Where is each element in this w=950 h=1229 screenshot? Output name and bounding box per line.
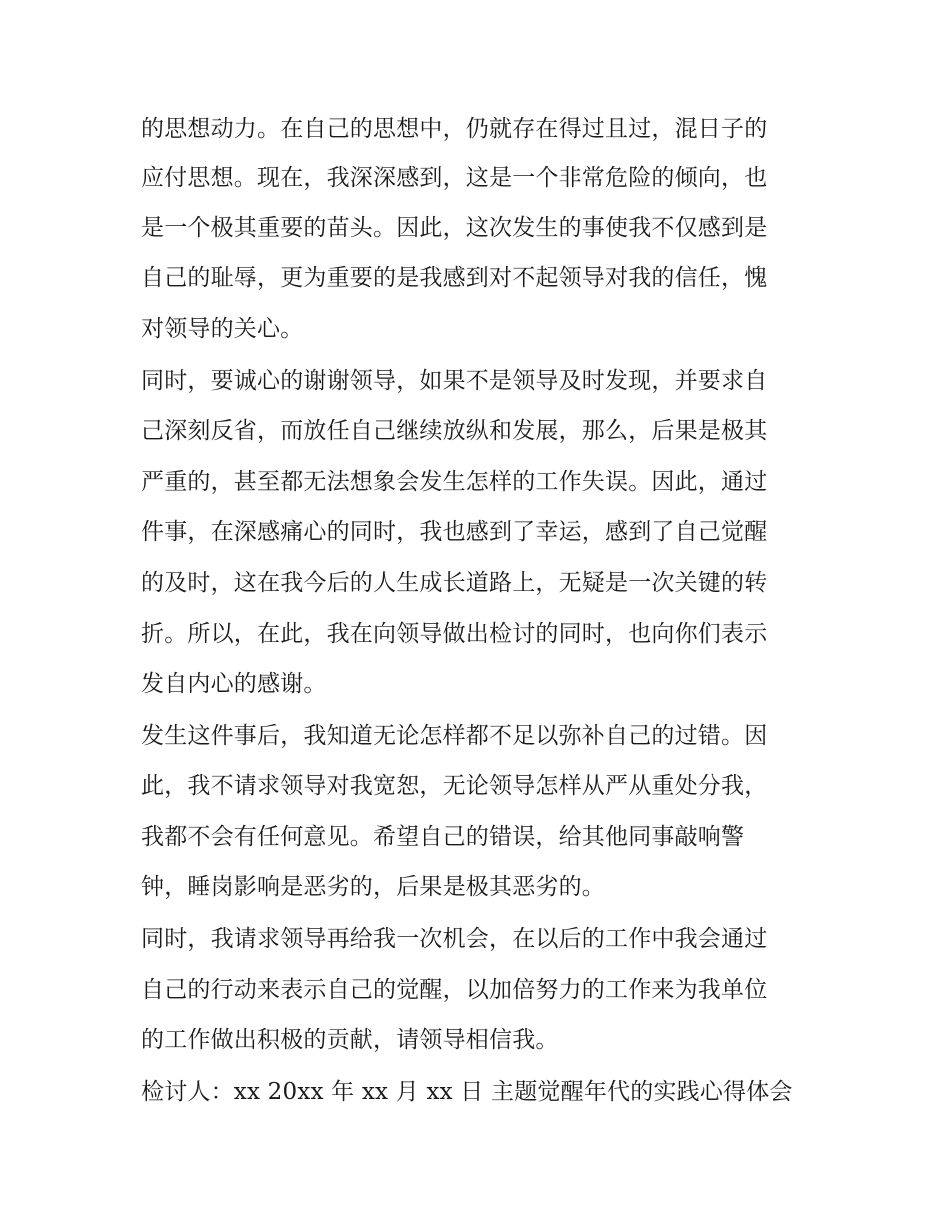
text-line-10: 的及时，这在我今后的人生成长道路上，无疑是一次关键的转 [141,570,768,596]
text-line-3: 是一个极其重要的苗头。因此，这次发生的事使我不仅感到是 [141,215,768,241]
text-line-19: 的工作做出积极的贡献，请领导相信我。 [141,1027,559,1053]
text-line-12: 发自内心的感谢。 [141,671,327,697]
text-line-5: 对领导的关心。 [141,316,304,342]
text-line-15: 我都不会有任何意见。希望自己的错误，给其他同事敲响警 [141,824,745,850]
text-line-14: 此，我不请求领导对我宽恕，无论领导怎样从严从重处分我， [141,773,768,799]
text-line-16: 钟，睡岗影响是恶劣的，后果是极其恶劣的。 [141,874,605,900]
text-line-6: 同时，要诚心的谢谢领导，如果不是领导及时发现，并要求自 [141,368,768,394]
text-line-1: 的思想动力。在自己的思想中，仍就存在得过且过，混日子的 [141,116,768,142]
text-line-18: 自己的行动来表示自己的觉醒，以加倍努力的工作来为我单位 [141,977,768,1003]
text-line-4: 自己的耻辱，更为重要的是我感到对不起领导对我的信任，愧 [141,265,768,291]
text-line-11: 折。所以，在此，我在向领导做出检讨的同时，也向你们表示 [141,621,768,647]
text-line-13: 发生这件事后，我知道无论怎样都不足以弥补自己的过错。因 [141,723,768,749]
text-line-9: 件事，在深感痛心的同时，我也感到了幸运，感到了自己觉醒 [141,519,768,545]
text-line-7: 己深刻反省，而放任自己继续放纵和发展，那么，后果是极其 [141,418,768,444]
signature-date-line: 检讨人：xx 20xx 年 xx 月 xx 日 主题觉醒年代的实践心得体会 [141,1079,793,1105]
text-line-2: 应付思想。现在，我深深感到，这是一个非常危险的倾向，也 [141,165,768,191]
text-line-8: 严重的，甚至都无法想象会发生怎样的工作失误。因此，通过 [141,469,768,495]
text-line-17: 同时，我请求领导再给我一次机会，在以后的工作中我会通过 [141,926,768,952]
